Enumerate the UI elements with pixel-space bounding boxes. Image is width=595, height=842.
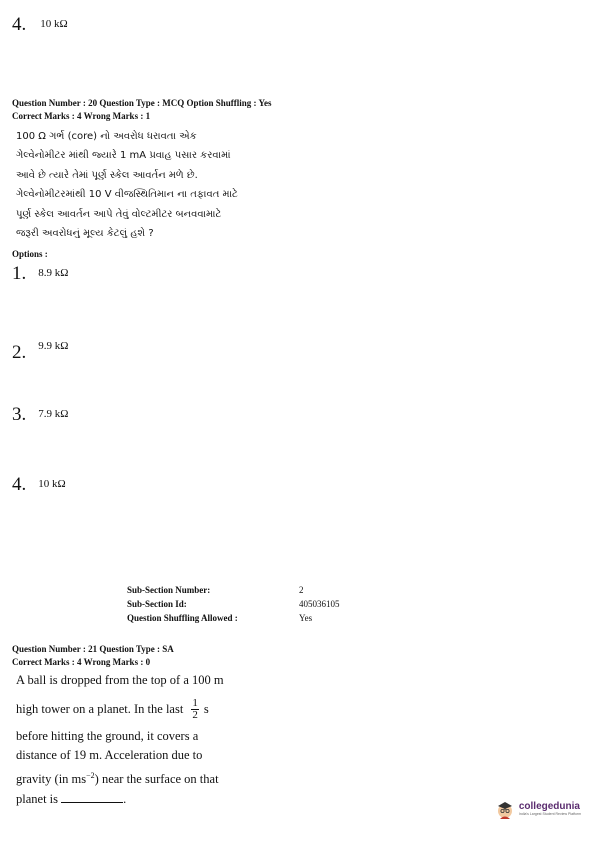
option-1[interactable] [12, 263, 68, 285]
q20-text-line: ગેલ્વેનોમીટરમાંથી 10 V વીજસ્થિતિમાન ના તફાવત માટે [16, 189, 238, 201]
option-value: 10 kΩ [40, 18, 68, 30]
q20-meta-line2: Correct Marks : 4 Wrong Marks : 1 [12, 111, 151, 121]
option-value: 9.9 kΩ [38, 340, 69, 352]
q21-line2-text: high tower on a planet. In the last [16, 701, 184, 716]
subsection-row [127, 599, 340, 613]
option-number: 4. [12, 474, 27, 495]
q20-text-line: આવે છે ત્યારે તેમાં પૂર્ણ સ્કેલ આવર્તન મળે છે. [16, 169, 198, 181]
option-value: 8.9 kΩ [38, 267, 69, 279]
logo-tagline: India's Largest Student Review Platform [518, 812, 581, 816]
option-value: 7.9 kΩ [38, 408, 69, 420]
fraction-numerator: 1 [192, 697, 198, 710]
q20-text-line: ગેલ્વેનોમીટર માંથી જ્યારે 1 mA પ્રવાહ પસાર કરવામાં [16, 150, 231, 162]
q21-line2-unit: s [203, 701, 209, 716]
q21-line5-rest: ) near the surface on that [94, 771, 219, 786]
graduate-avatar-icon [494, 798, 516, 820]
option-4[interactable] [12, 474, 66, 496]
q20-text-line: જરૂરી અવરોધનું મૂલ્ય કેટલું હશે ? [16, 228, 154, 240]
q21-line [16, 790, 261, 810]
option-2[interactable] [12, 336, 69, 363]
q21-meta-line2: Correct Marks : 4 Wrong Marks : 0 [12, 657, 151, 667]
subsection-label: Sub-Section Number: [127, 585, 211, 595]
option-number: 2. [12, 342, 27, 363]
q21-line [16, 766, 261, 790]
subsection-value: 405036105 [299, 599, 340, 609]
option-value: 10 kΩ [38, 478, 66, 490]
superscript: −2 [86, 770, 95, 780]
collegedunia-logo [494, 798, 581, 820]
logo-text-group [519, 802, 581, 816]
q21-question-text [16, 671, 261, 809]
prev-option-4 [12, 14, 68, 36]
subsection-label: Sub-Section Id: [127, 599, 187, 609]
option-number: 3. [12, 404, 27, 425]
q21-line: before hitting the ground, it covers a [16, 728, 199, 743]
q20-meta-line1: Question Number : 20 Question Type : MCQ Option Shuffling : Yes [12, 98, 272, 108]
q21-line: A ball is dropped from the top of a 100 m [16, 673, 224, 687]
subsection-row [127, 613, 340, 627]
q20-text-line: પૂર્ણ સ્કેલ આવર્તન આપે તેવું વોલ્ટમીટર બનવવામાટે [16, 208, 222, 220]
subsection-label: Question Shuffling Allowed : [127, 613, 238, 623]
q20-question-text [16, 127, 266, 243]
subsection-row [127, 585, 340, 599]
q21-line6-text: planet is [16, 791, 59, 806]
subsection-table [127, 585, 340, 627]
option-3[interactable] [12, 404, 68, 426]
answer-blank[interactable] [61, 792, 123, 803]
q21-meta-line1: Question Number : 21 Question Type : SA [12, 644, 174, 654]
q21-line6-end: . [123, 791, 127, 806]
subsection-value: Yes [299, 613, 313, 623]
logo-name: collegedunia [518, 801, 580, 812]
q20-text-line: 100 Ω ગર્ભ (core) નો અવરોધ ધરાવતા એક [16, 131, 197, 142]
fraction [191, 698, 199, 721]
q21-line [16, 697, 261, 723]
q21-line5-text: gravity (in ms [16, 771, 87, 786]
option-number: 1. [12, 263, 27, 284]
option-number: 4. [12, 14, 27, 35]
subsection-value: 2 [299, 585, 304, 595]
q21-line: distance of 19 m. Acceleration due to [16, 748, 203, 763]
options-label: Options : [12, 249, 48, 259]
fraction-denominator: 2 [192, 709, 198, 722]
